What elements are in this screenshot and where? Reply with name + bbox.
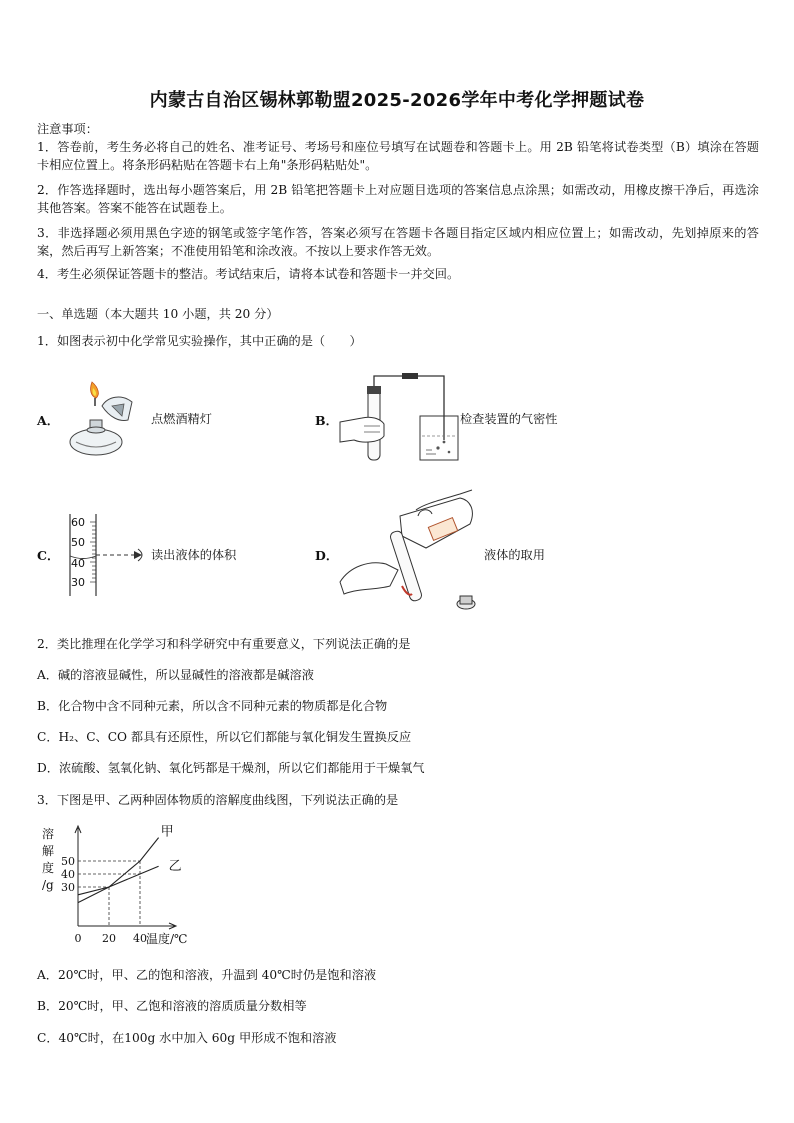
cylinder-tick-30: 30 bbox=[71, 576, 85, 589]
series-line-2 bbox=[78, 866, 159, 895]
y-tick-label: 50 bbox=[61, 855, 75, 868]
notice-item-1: 1．答卷前，考生务必将自己的姓名、准考证号、考场号和座位号填写在试题卷和答题卡上。用 2B 铅笔将试卷类型（B）填涂在答题卡相应位置上。将条形码粘贴在答题卡右上角"条形码粘贴处"。 bbox=[37, 140, 759, 172]
notice-item-4: 4．考生必须保证答题卡的整洁。考试结束后，请将本试卷和答题卡一并交回。 bbox=[37, 267, 460, 281]
series-label: 甲 bbox=[160, 824, 174, 840]
cylinder-tick-50: 50 bbox=[71, 536, 85, 549]
liquid-pouring-figure bbox=[340, 490, 480, 616]
notice-item-3: 3．非选择题必须用黑色字迹的钢笔或签字笔作答，答案必须写在答题卡各题目指定区域内相应位置上；如需改动，先划掉原来的答案，然后再写上新答案；不准使用铅笔和涂改液。不按以上要求作答无效。 bbox=[37, 226, 759, 258]
q1-option-b-caption: 检查装置的气密性 bbox=[460, 412, 558, 426]
q2-option-d: D．浓硫酸、氢氧化钠、氧化钙都是干燥剂，所以它们都能用于干燥氧气 bbox=[37, 761, 425, 775]
y-tick-label: 30 bbox=[61, 881, 75, 894]
y-axis-label-part: 溶 bbox=[42, 827, 55, 841]
cylinder-tick-40: 40 bbox=[71, 557, 85, 570]
x-tick-label: 0 bbox=[74, 932, 82, 945]
q1-option-c-letter: C． bbox=[37, 548, 60, 563]
notice-item-2: 2．作答选择题时，选出每小题答案后，用 2B 铅笔把答题卡上对应题目选项的答案信息点涂黑；如需改动，用橡皮擦干净后，再选涂其他答案。答案不能答在试题卷上。 bbox=[37, 183, 759, 215]
x-axis-label: 温度/℃ bbox=[146, 932, 188, 946]
q2-option-c: C．H₂、C、CO 都具有还原性，所以它们都能与氧化铜发生置换反应 bbox=[37, 730, 412, 744]
y-axis-label-part: 度 bbox=[42, 861, 55, 875]
q1-option-a-caption: 点燃酒精灯 bbox=[151, 412, 212, 426]
x-tick-label: 20 bbox=[102, 932, 116, 945]
series-line-1 bbox=[78, 838, 159, 903]
q3-option-b: B．20℃时，甲、乙饱和溶液的溶质质量分数相等 bbox=[37, 999, 307, 1013]
q3-stem: 3．下图是甲、乙两种固体物质的溶解度曲线图，下列说法正确的是 bbox=[37, 793, 399, 807]
q3-option-c: C．40℃时，在100g 水中加入 60g 甲形成不饱和溶液 bbox=[37, 1031, 337, 1045]
q3-option-a: A．20℃时，甲、乙的饱和溶液，升温到 40℃时仍是饱和溶液 bbox=[37, 968, 377, 982]
y-axis-label-part: /g bbox=[42, 878, 54, 892]
q1-option-b-letter: B． bbox=[315, 413, 339, 428]
y-tick-label: 40 bbox=[61, 868, 75, 881]
y-axis-label-part: 解 bbox=[42, 844, 55, 858]
series-label: 乙 bbox=[168, 859, 182, 875]
q2-stem: 2．类比推理在化学学习和科学研究中有重要意义，下列说法正确的是 bbox=[37, 637, 411, 651]
q1-option-d-letter: D． bbox=[315, 548, 339, 563]
q1-option-d-caption: 液体的取用 bbox=[484, 548, 545, 562]
solubility-chart bbox=[38, 824, 208, 950]
notice-heading: 注意事项： bbox=[37, 122, 98, 136]
q2-option-b: B．化合物中含不同种元素，所以含不同种元素的物质都是化合物 bbox=[37, 699, 388, 713]
q1-option-a-letter: A． bbox=[37, 413, 60, 428]
page-title: 内蒙古自治区锡林郭勒盟2025-2026学年中考化学押题试卷 bbox=[149, 90, 645, 111]
section-heading: 一、单选题（本大题共 10 小题，共 20 分） bbox=[37, 307, 279, 321]
q1-option-c-caption: 读出液体的体积 bbox=[151, 548, 237, 562]
airtightness-apparatus-figure bbox=[340, 372, 462, 464]
q2-option-a: A．碱的溶液显碱性，所以显碱性的溶液都是碱溶液 bbox=[37, 668, 314, 682]
q1-stem: 1．如图表示初中化学常见实验操作，其中正确的是（ ） bbox=[37, 334, 362, 348]
x-tick-label: 40 bbox=[133, 932, 147, 945]
cylinder-tick-60: 60 bbox=[71, 516, 85, 529]
alcohol-lamp-figure bbox=[62, 376, 152, 466]
